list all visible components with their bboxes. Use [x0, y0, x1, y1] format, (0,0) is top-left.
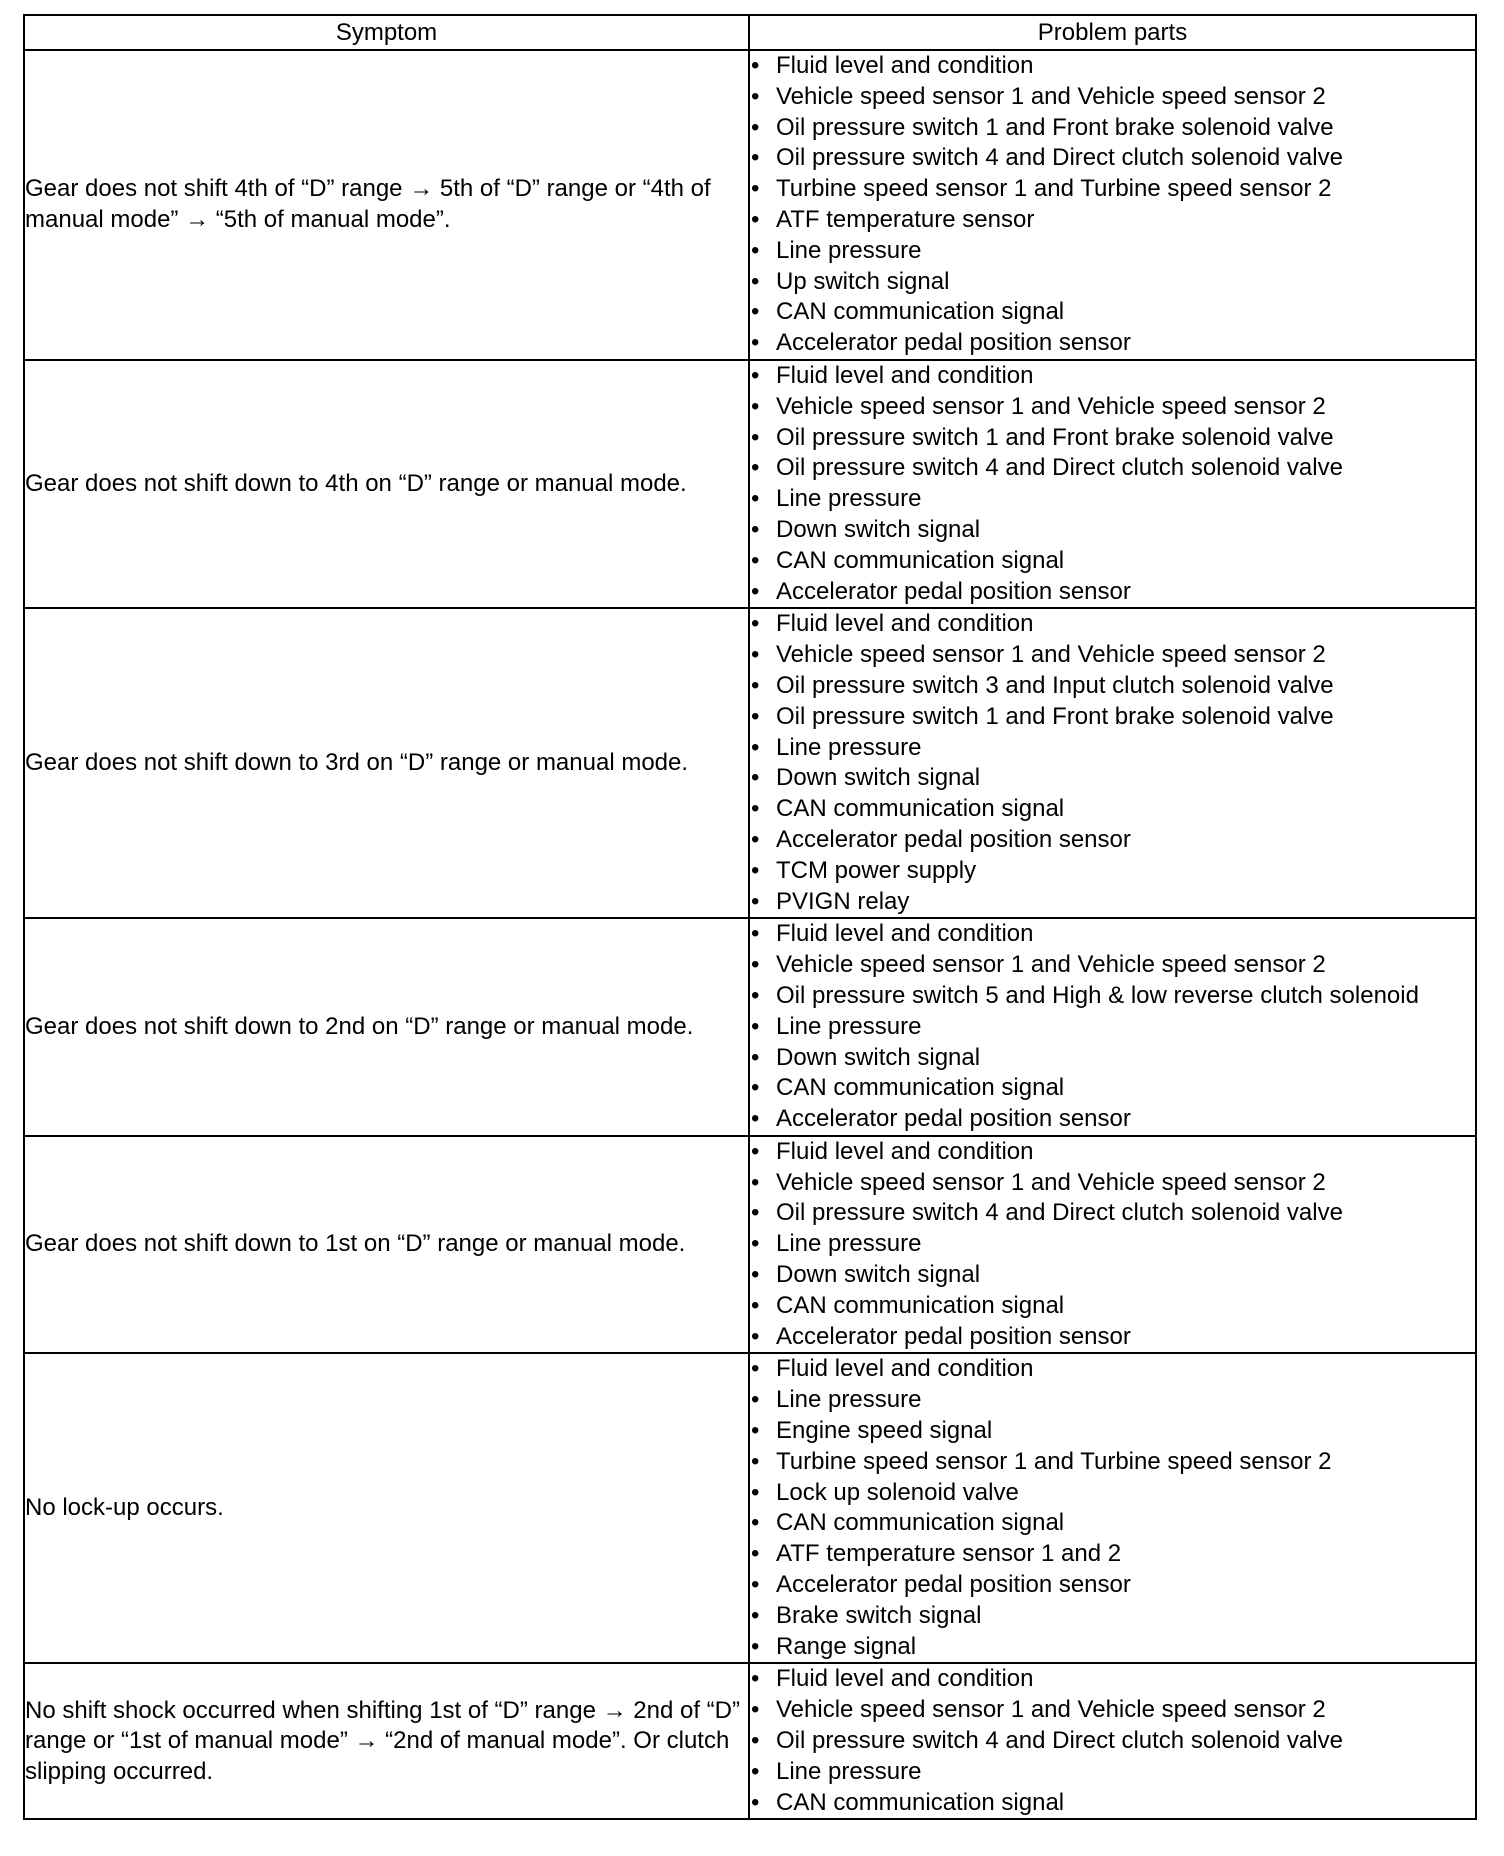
problem-part-item: • Accelerator pedal position sensor	[750, 1322, 1475, 1353]
problem-part-item: • Oil pressure switch 4 and Direct clutch solenoid valve	[750, 1198, 1475, 1229]
header-symptom: Symptom	[24, 15, 749, 50]
problem-parts-list	[750, 361, 1475, 607]
problem-part-item: • Line pressure	[750, 733, 1475, 764]
table-header-row	[24, 15, 1476, 50]
problem-parts-cell	[749, 360, 1476, 608]
problem-part-item: • PVIGN relay	[750, 887, 1475, 918]
problem-part-item: • Oil pressure switch 1 and Front brake solenoid valve	[750, 702, 1475, 733]
table-row	[24, 1663, 1476, 1819]
problem-part-item: • Vehicle speed sensor 1 and Vehicle speed sensor 2	[750, 1168, 1475, 1199]
problem-part-item: • Turbine speed sensor 1 and Turbine speed sensor 2	[750, 1447, 1475, 1478]
table-row	[24, 1353, 1476, 1663]
problem-part-item: • Fluid level and condition	[750, 1137, 1475, 1168]
problem-part-item: • Down switch signal	[750, 1260, 1475, 1291]
problem-parts-list	[750, 1664, 1475, 1818]
table-body	[24, 50, 1476, 1819]
problem-part-item: • Vehicle speed sensor 1 and Vehicle speed sensor 2	[750, 82, 1475, 113]
problem-part-item: • CAN communication signal	[750, 297, 1475, 328]
problem-part-item: • Oil pressure switch 3 and Input clutch solenoid valve	[750, 671, 1475, 702]
table-row	[24, 50, 1476, 360]
problem-part-item: • Fluid level and condition	[750, 1354, 1475, 1385]
problem-part-item: • ATF temperature sensor	[750, 205, 1475, 236]
problem-parts-cell	[749, 608, 1476, 918]
problem-part-item: • Oil pressure switch 4 and Direct clutch solenoid valve	[750, 143, 1475, 174]
problem-parts-cell	[749, 50, 1476, 360]
problem-parts-list	[750, 1137, 1475, 1353]
problem-part-item: • Up switch signal	[750, 267, 1475, 298]
problem-part-item: • Vehicle speed sensor 1 and Vehicle speed sensor 2	[750, 640, 1475, 671]
problem-part-item: • Accelerator pedal position sensor	[750, 1104, 1475, 1135]
problem-part-item: • Fluid level and condition	[750, 609, 1475, 640]
problem-part-item: • Down switch signal	[750, 763, 1475, 794]
symptom-cell: Gear does not shift 4th of “D” range → 5th of “D” range or “4th of manual mode” → “5th of manual mode”.	[24, 50, 749, 360]
problem-part-item: • Line pressure	[750, 1012, 1475, 1043]
problem-part-item: • Vehicle speed sensor 1 and Vehicle speed sensor 2	[750, 1695, 1475, 1726]
problem-part-item: • Fluid level and condition	[750, 51, 1475, 82]
problem-part-item: • Lock up solenoid valve	[750, 1478, 1475, 1509]
problem-part-item: • Oil pressure switch 5 and High & low reverse clutch solenoid	[750, 981, 1475, 1012]
table-row	[24, 1136, 1476, 1354]
problem-parts-cell	[749, 1663, 1476, 1819]
table-row	[24, 360, 1476, 608]
problem-part-item: • Accelerator pedal position sensor	[750, 328, 1475, 359]
problem-part-item: • Line pressure	[750, 484, 1475, 515]
symptom-cell: No lock-up occurs.	[24, 1353, 749, 1663]
problem-part-item: • Oil pressure switch 4 and Direct clutch solenoid valve	[750, 1726, 1475, 1757]
problem-parts-list	[750, 919, 1475, 1135]
problem-part-item: • Line pressure	[750, 1385, 1475, 1416]
problem-part-item: • Turbine speed sensor 1 and Turbine speed sensor 2	[750, 174, 1475, 205]
problem-part-item: • Accelerator pedal position sensor	[750, 1570, 1475, 1601]
problem-parts-cell	[749, 1353, 1476, 1663]
problem-parts-list	[750, 609, 1475, 917]
header-problem-parts: Problem parts	[749, 15, 1476, 50]
problem-part-item: • Accelerator pedal position sensor	[750, 825, 1475, 856]
table-row	[24, 918, 1476, 1136]
symptom-cell: Gear does not shift down to 4th on “D” range or manual mode.	[24, 360, 749, 608]
problem-parts-list	[750, 51, 1475, 359]
problem-part-item: • Vehicle speed sensor 1 and Vehicle speed sensor 2	[750, 950, 1475, 981]
problem-part-item: • Line pressure	[750, 236, 1475, 267]
problem-parts-list	[750, 1354, 1475, 1662]
problem-part-item: • Down switch signal	[750, 1043, 1475, 1074]
problem-part-item: • CAN communication signal	[750, 1788, 1475, 1819]
symptom-cell: No shift shock occurred when shifting 1st of “D” range → 2nd of “D” range or “1st of manual mode” → “2nd of manual mode”. Or clutch slipping occurred.	[24, 1663, 749, 1819]
problem-part-item: • CAN communication signal	[750, 1291, 1475, 1322]
problem-part-item: • CAN communication signal	[750, 1508, 1475, 1539]
symptom-table	[23, 14, 1477, 1820]
table-row	[24, 608, 1476, 918]
problem-parts-cell	[749, 1136, 1476, 1354]
problem-part-item: • Oil pressure switch 1 and Front brake solenoid valve	[750, 113, 1475, 144]
problem-part-item: • CAN communication signal	[750, 794, 1475, 825]
symptom-cell: Gear does not shift down to 2nd on “D” range or manual mode.	[24, 918, 749, 1136]
problem-part-item: • Brake switch signal	[750, 1601, 1475, 1632]
problem-part-item: • Accelerator pedal position sensor	[750, 577, 1475, 608]
problem-part-item: • Down switch signal	[750, 515, 1475, 546]
problem-part-item: • Line pressure	[750, 1229, 1475, 1260]
problem-part-item: • Oil pressure switch 4 and Direct clutch solenoid valve	[750, 453, 1475, 484]
problem-part-item: • Engine speed signal	[750, 1416, 1475, 1447]
problem-part-item: • CAN communication signal	[750, 546, 1475, 577]
symptom-cell: Gear does not shift down to 3rd on “D” range or manual mode.	[24, 608, 749, 918]
problem-part-item: • Range signal	[750, 1632, 1475, 1663]
problem-part-item: • Vehicle speed sensor 1 and Vehicle speed sensor 2	[750, 392, 1475, 423]
problem-part-item: • Fluid level and condition	[750, 1664, 1475, 1695]
problem-part-item: • Line pressure	[750, 1757, 1475, 1788]
problem-part-item: • Fluid level and condition	[750, 361, 1475, 392]
problem-part-item: • TCM power supply	[750, 856, 1475, 887]
problem-part-item: • ATF temperature sensor 1 and 2	[750, 1539, 1475, 1570]
symptom-cell: Gear does not shift down to 1st on “D” range or manual mode.	[24, 1136, 749, 1354]
problem-part-item: • Fluid level and condition	[750, 919, 1475, 950]
problem-parts-cell	[749, 918, 1476, 1136]
problem-part-item: • Oil pressure switch 1 and Front brake solenoid valve	[750, 423, 1475, 454]
problem-part-item: • CAN communication signal	[750, 1073, 1475, 1104]
